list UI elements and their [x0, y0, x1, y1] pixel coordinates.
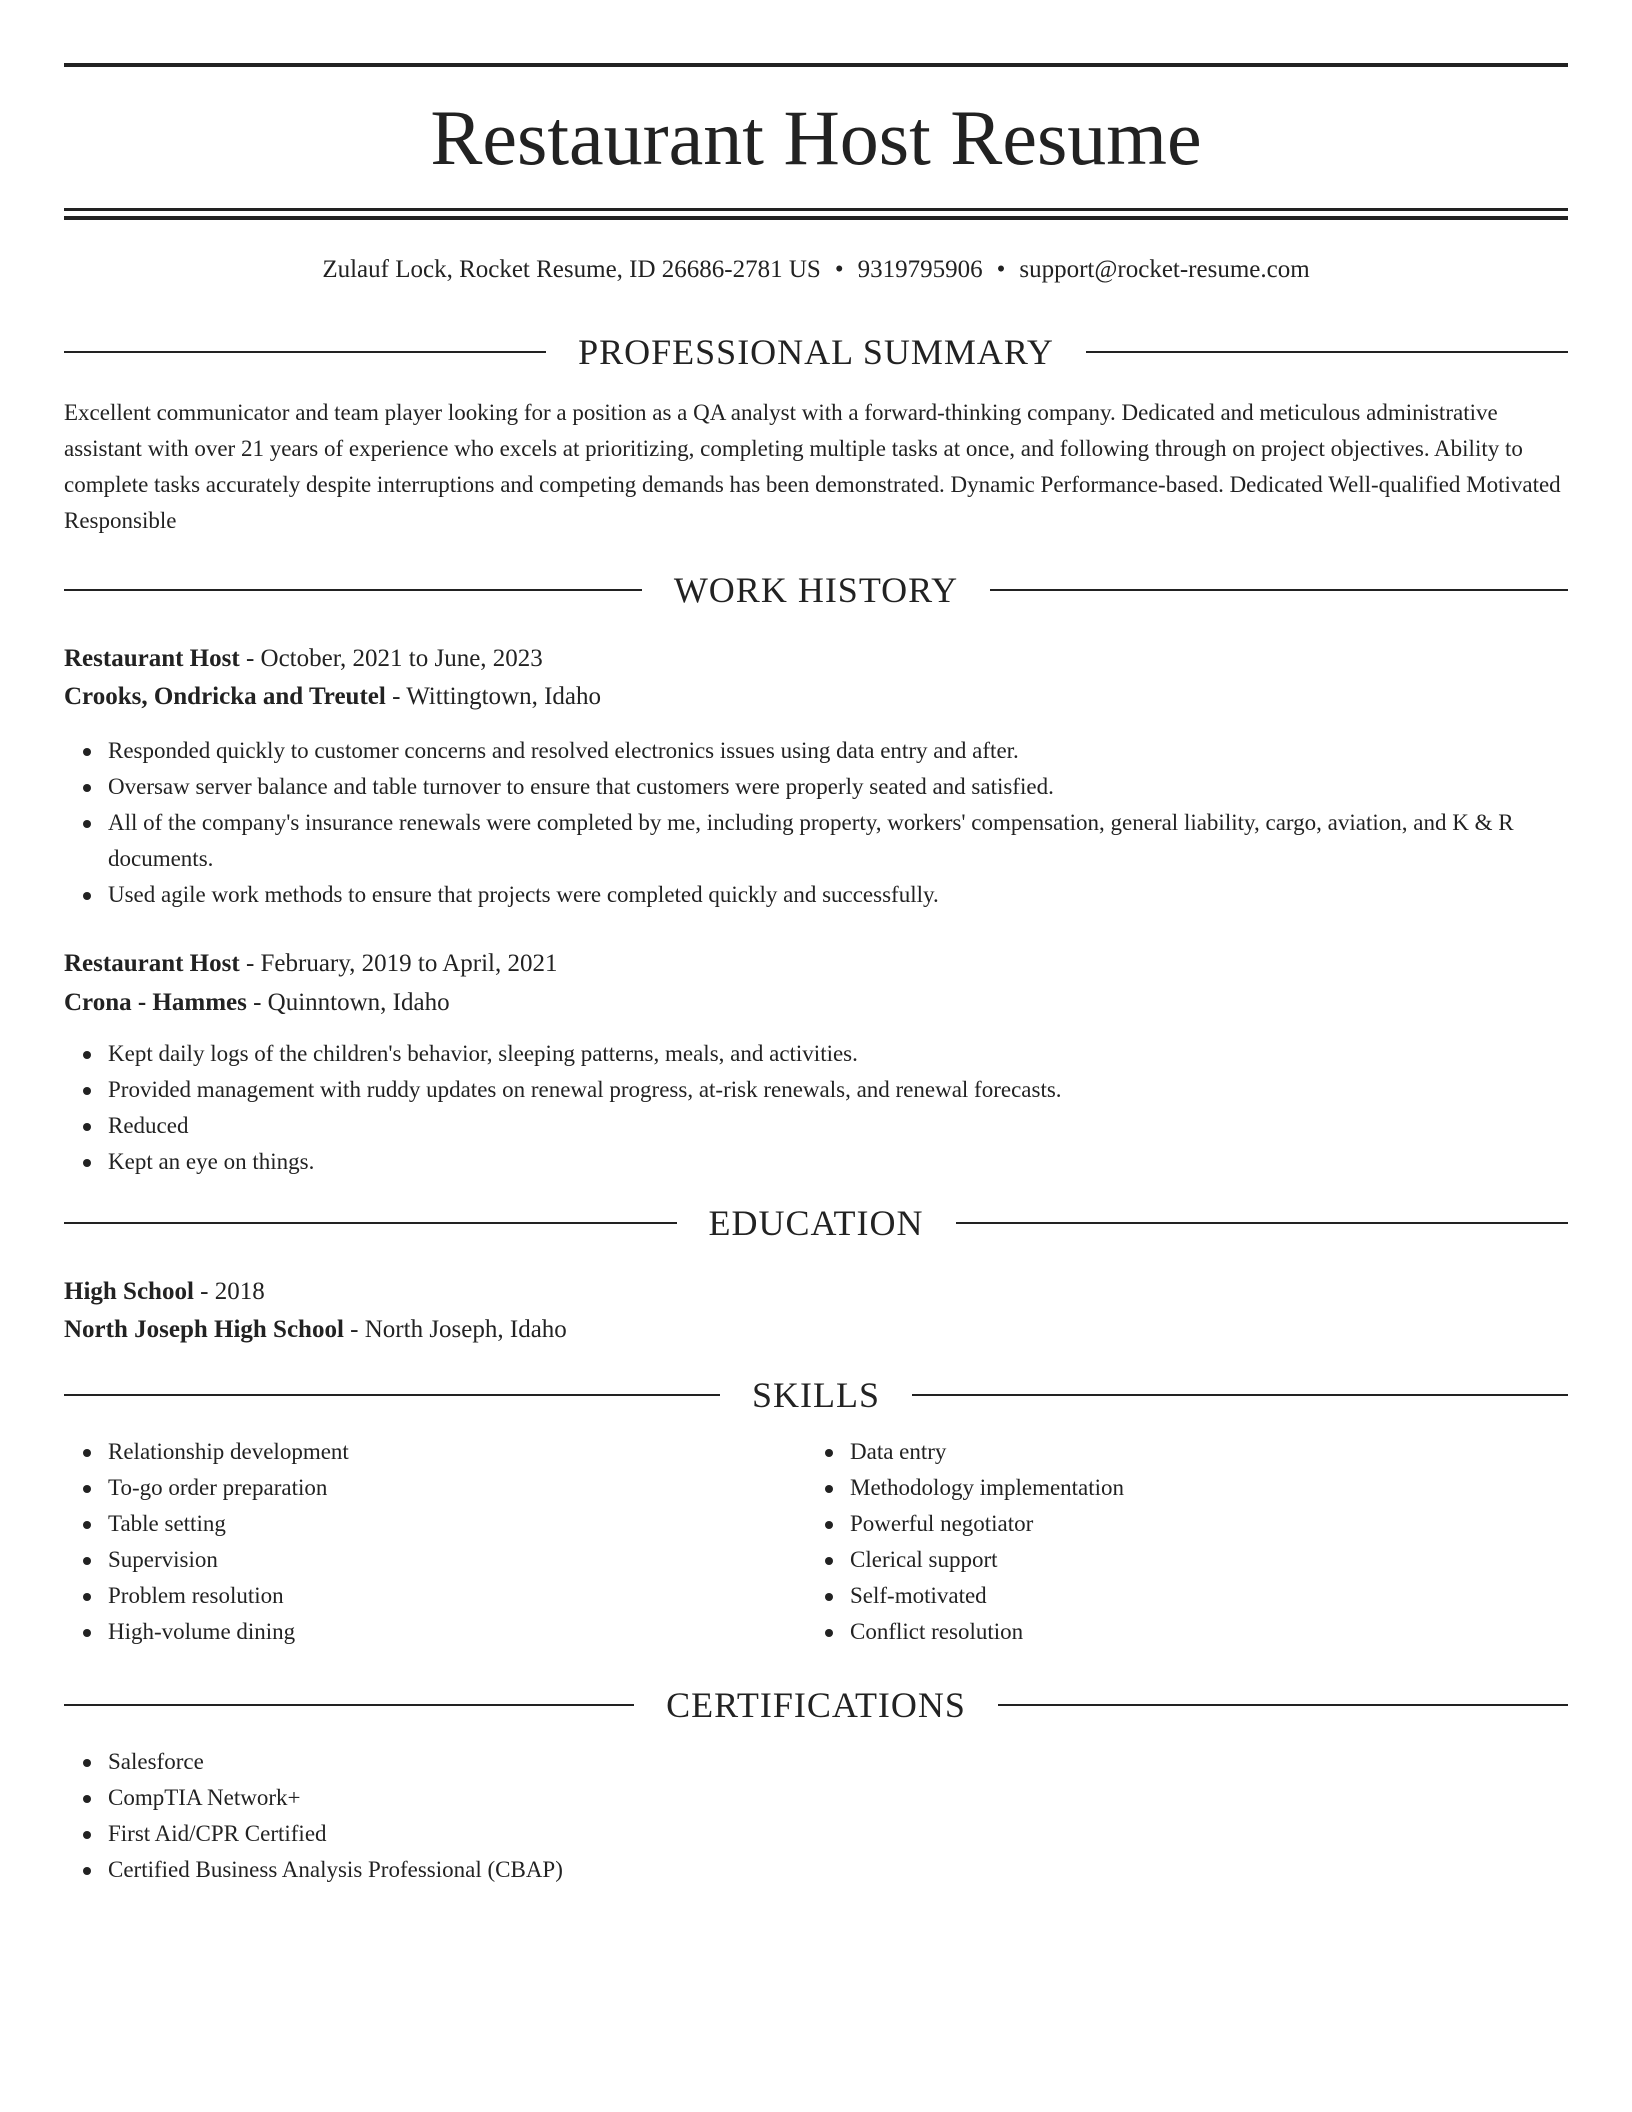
list-item: CompTIA Network+	[108, 1780, 1612, 1816]
list-item: Kept daily logs of the children's behavior, sleeping patterns, meals, and activities.	[108, 1036, 1612, 1072]
list-item: Problem resolution	[108, 1578, 1612, 1614]
list-item: Powerful negotiator	[850, 1506, 1632, 1542]
job-title: Restaurant Host	[64, 645, 240, 672]
list-item: High-volume dining	[108, 1614, 1612, 1650]
contact-phone: 9319795906	[857, 256, 983, 283]
section-title: SKILLS	[752, 1375, 881, 1415]
list-item: To-go order preparation	[108, 1470, 1612, 1506]
divider	[998, 1704, 1568, 1706]
divider	[64, 589, 642, 591]
divider	[912, 1394, 1568, 1396]
job-bullets	[64, 733, 1612, 913]
list-item: Clerical support	[850, 1542, 1632, 1578]
list-item: Provided management with ruddy updates on renewal progress, at-risk renewals, and renewal forecasts.	[108, 1072, 1612, 1108]
list-item: All of the company's insurance renewals were completed by me, including property, workers' compensation, general liability, cargo, aviation, and K & R documents.	[108, 805, 1612, 877]
list-item: Relationship development	[108, 1434, 1612, 1470]
job-company-line	[64, 984, 1568, 1022]
list-item: Table setting	[108, 1506, 1612, 1542]
list-item: Salesforce	[108, 1744, 1612, 1780]
list-item: Data entry	[850, 1434, 1632, 1470]
list-item: First Aid/CPR Certified	[108, 1816, 1612, 1852]
education-year: - 2018	[193, 1278, 265, 1305]
divider	[990, 589, 1568, 591]
section-heading-education	[64, 1201, 1568, 1245]
job-dates: - February, 2019 to April, 2021	[239, 950, 558, 977]
section-heading-work	[64, 568, 1568, 612]
job-dates: - October, 2021 to June, 2023	[239, 645, 543, 672]
job-company-line	[64, 678, 1568, 716]
divider	[1086, 351, 1568, 353]
section-heading-certifications	[64, 1683, 1568, 1727]
list-item: Responded quickly to customer concerns and resolved electronics issues using data entry and after.	[108, 733, 1612, 769]
divider	[64, 1704, 634, 1706]
header-bottom-rule	[64, 208, 1568, 211]
list-item: Reduced	[108, 1108, 1612, 1144]
page-title: Restaurant Host Resume	[430, 94, 1202, 181]
skills-list-right	[806, 1434, 1632, 1650]
job-title-line	[64, 640, 1568, 678]
divider	[64, 1222, 677, 1224]
separator-dot: •	[996, 256, 1006, 283]
summary-text: Excellent communicator and team player looking for a position as a QA analyst with a forward-thinking company. Dedicated and meticulous administrative assistant with over 21 years of experience who excels at prioritizing, completing multiple tasks at once, and following through on project objectives. Ability to complete tasks accurately despite interruptions and competing demands has been demonstrated. Dynamic Performance-based. Dedicated Well-qualified Motivated Responsible	[64, 400, 1561, 533]
list-item: Methodology implementation	[850, 1470, 1632, 1506]
list-item: Oversaw server balance and table turnover to ensure that customers were properly seated and satisfied.	[108, 769, 1612, 805]
job-title: Restaurant Host	[64, 950, 240, 977]
section-heading-skills	[64, 1373, 1568, 1417]
list-item: Self-motivated	[850, 1578, 1632, 1614]
contact-email: support@rocket-resume.com	[1019, 256, 1310, 283]
education-location: - North Joseph, Idaho	[343, 1316, 567, 1343]
education-degree-line	[64, 1273, 1568, 1311]
job-company: Crona - Hammes	[64, 989, 247, 1016]
header-top-rule	[64, 63, 1568, 67]
section-title: CERTIFICATIONS	[666, 1685, 966, 1725]
job-location: - Wittingtown, Idaho	[385, 683, 602, 710]
list-item: Used agile work methods to ensure that projects were completed quickly and successfully.	[108, 877, 1612, 913]
divider	[64, 1394, 720, 1396]
education-degree: High School	[64, 1278, 194, 1305]
divider	[956, 1222, 1569, 1224]
list-item: Certified Business Analysis Professional (CBAP)	[108, 1852, 1612, 1888]
section-title: PROFESSIONAL SUMMARY	[578, 332, 1054, 372]
list-item: Conflict resolution	[850, 1614, 1632, 1650]
list-item: Kept an eye on things.	[108, 1144, 1612, 1180]
section-heading-summary	[64, 330, 1568, 374]
job-company: Crooks, Ondricka and Treutel	[64, 683, 386, 710]
contact-line	[64, 252, 1568, 288]
section-title: EDUCATION	[708, 1203, 924, 1243]
job-title-line	[64, 945, 1568, 983]
certifications-list	[64, 1744, 1612, 1888]
separator-dot: •	[834, 256, 844, 283]
job-location: - Quinntown, Idaho	[246, 989, 450, 1016]
education-school-line	[64, 1311, 1568, 1349]
header-bottom-rule-2	[64, 216, 1568, 220]
divider	[64, 351, 546, 353]
job-bullets	[64, 1036, 1612, 1180]
list-item: Supervision	[108, 1542, 1612, 1578]
section-title: WORK HISTORY	[673, 570, 959, 610]
education-school: North Joseph High School	[64, 1316, 344, 1343]
contact-address: Zulauf Lock, Rocket Resume, ID 26686-2781 US	[322, 256, 821, 283]
